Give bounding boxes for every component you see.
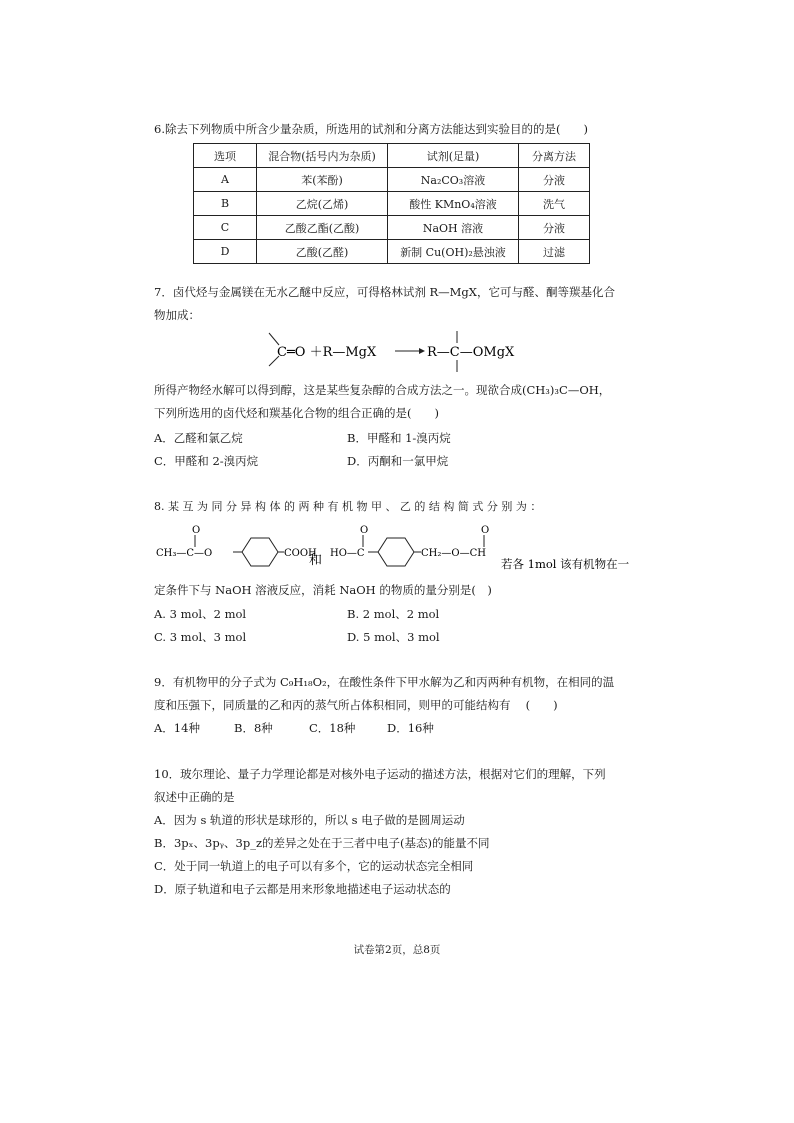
q7-line1: 7．卤代烃与金属镁在无水乙醚中反应，可得格林试剂 R—MgX，它可与醛、酮等羰基化合 <box>154 285 615 299</box>
q10-option-b[interactable]: B．3pₓ、3pᵧ、3p_z的差异之处在于三者中电子(基态)的能量不同 <box>154 836 490 850</box>
table-cell: NaOH 溶液 <box>388 216 519 240</box>
table-cell: 过滤 <box>519 240 590 264</box>
table-cell: A <box>194 168 257 192</box>
table-cell: 酸性 KMnO₄溶液 <box>388 192 519 216</box>
q8-option-d[interactable]: D. 5 mol、3 mol <box>347 630 440 644</box>
q10-option-a[interactable]: A．因为 s 轨道的形状是球形的，所以 s 电子做的是圆周运动 <box>154 813 465 827</box>
q6-table <box>193 143 590 264</box>
q7-reaction-equation <box>255 328 545 376</box>
table-cell: 洗气 <box>519 192 590 216</box>
table-cell: C <box>194 216 257 240</box>
table-header-cell: 混合物(括号内为杂质) <box>257 144 388 168</box>
table-cell: 分液 <box>519 216 590 240</box>
and-text: 和 <box>309 553 323 568</box>
q7-line3: 所得产物经水解可以得到醇，这是某些复杂醇的合成方法之一。现欲合成(CH₃)₃C—OH， <box>154 383 611 397</box>
q9-option-c[interactable]: C．18种 <box>309 721 356 735</box>
bond-line <box>269 333 279 345</box>
mol1-left: CH₃—C—O <box>156 548 213 559</box>
q8-line2-tail: 若各 1mol 该有机物在一 <box>501 557 630 571</box>
eq-right: R—C—OMgX <box>427 345 515 360</box>
q6-stem: 6.除去下列物质中所含少量杂质，所选用的试剂和分离方法能达到实验目的的是( ) <box>154 122 588 136</box>
q8-line3: 定条件下与 NaOH 溶液反应，消耗 NaOH 的物质的量分别是( ) <box>154 583 492 597</box>
table-cell: D <box>194 240 257 264</box>
eq-left: C═O ＋R—MgX <box>277 345 377 360</box>
table-cell: 乙酸(乙醛) <box>257 240 388 264</box>
q8-option-b[interactable]: B. 2 mol、2 mol <box>347 607 440 621</box>
q9-line1: 9．有机物甲的分子式为 C₉H₁₈O₂，在酸性条件下甲水解为乙和丙两种有机物，在相同的温 <box>154 675 615 689</box>
table-row <box>194 216 590 240</box>
mol2-left: HO—C <box>330 548 365 559</box>
table-cell: Na₂CO₃溶液 <box>388 168 519 192</box>
q7-option-b[interactable]: B．甲醛和 1-溴丙烷 <box>347 431 451 445</box>
q7-option-c[interactable]: C．甲醛和 2-溴丙烷 <box>154 454 259 468</box>
mol1-right: COOH <box>284 548 317 559</box>
table-cell: 乙酸乙酯(乙酸) <box>257 216 388 240</box>
table-header-row <box>194 144 590 168</box>
q10-option-c[interactable]: C．处于同一轨道上的电子可以有多个，它的运动状态完全相同 <box>154 859 474 873</box>
q7-line4: 下列所选用的卤代烃和羰基化合物的组合正确的是( ) <box>154 406 439 420</box>
benzene-ring-icon <box>378 538 414 566</box>
table-header-cell: 选项 <box>194 144 257 168</box>
arrow-head-icon <box>419 348 425 354</box>
q8-structures <box>154 520 634 578</box>
carbonyl-o: O <box>360 525 369 536</box>
q10-line2: 叙述中正确的是 <box>154 790 235 804</box>
q9-option-a[interactable]: A．14种 <box>154 721 200 735</box>
q8-option-a[interactable]: A. 3 mol、2 mol <box>154 607 247 621</box>
table-cell: 乙烷(乙烯) <box>257 192 388 216</box>
table-cell: 新制 Cu(OH)₂悬浊液 <box>388 240 519 264</box>
table-header-cell: 试剂(足量) <box>388 144 519 168</box>
q7-option-d[interactable]: D．丙酮和一氯甲烷 <box>347 454 449 468</box>
q8-option-c[interactable]: C. 3 mol、3 mol <box>154 630 247 644</box>
q7-option-a[interactable]: A．乙醛和氯乙烷 <box>154 431 243 445</box>
q9-option-d[interactable]: D．16种 <box>387 721 434 735</box>
q7-line2: 物加成： <box>154 308 200 322</box>
carbonyl-o: O <box>481 525 490 536</box>
q9-option-b[interactable]: B．8种 <box>234 721 273 735</box>
q9-line2: 度和压强下，同质量的乙和丙的蒸气所占体积相同，则甲的可能结构有 ( ) <box>154 698 558 712</box>
table-cell: 分液 <box>519 168 590 192</box>
page-footer: 试卷第2页，总8页 <box>353 944 441 956</box>
table-cell: B <box>194 192 257 216</box>
benzene-ring-icon <box>242 538 278 566</box>
table-cell: 苯(苯酚) <box>257 168 388 192</box>
table-row <box>194 192 590 216</box>
table-row <box>194 240 590 264</box>
q10-line1: 10．玻尔理论、量子力学理论都是对核外电子运动的描述方法，根据对它们的理解，下列 <box>154 767 606 781</box>
q10-option-d[interactable]: D．原子轨道和电子云都是用来形象地描述电子运动状态的 <box>154 882 451 896</box>
q8-line1: 8. 某 互 为 同 分 异 构 体 的 两 种 有 机 物 甲 、 乙 的 结 构 简 式 分 别 为 ： <box>154 500 542 513</box>
carbonyl-o: O <box>192 525 201 536</box>
mol2-right: CH₂—O—CH <box>421 548 486 559</box>
table-header-cell: 分离方法 <box>519 144 590 168</box>
table-row <box>194 168 590 192</box>
